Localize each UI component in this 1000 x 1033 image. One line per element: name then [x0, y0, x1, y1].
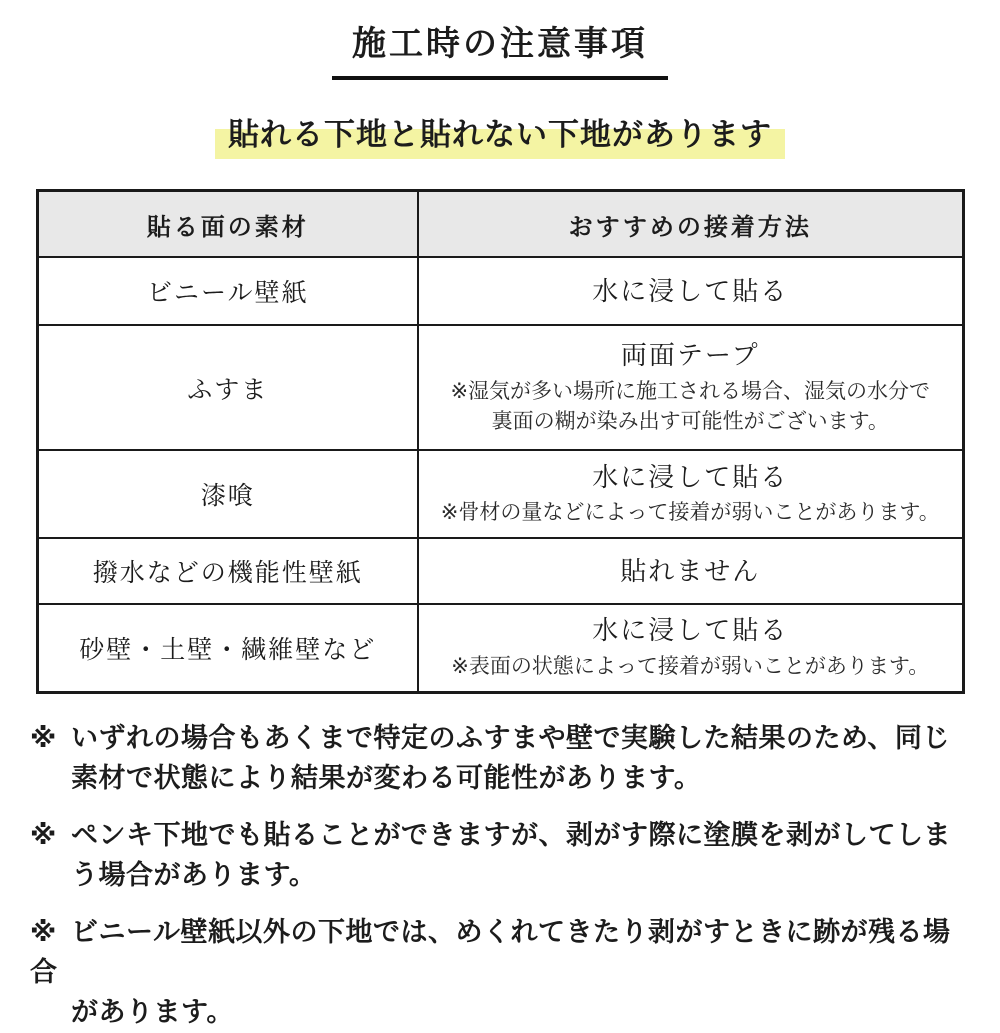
footnote-line [30, 719, 970, 759]
method-note-line: 裏面の糊が染み出す可能性がございます。 [491, 409, 889, 433]
page-title: 施工時の注意事項 [332, 22, 668, 80]
footnote-text: いずれの場合もあくまで特定のふすまや壁で実験した結果のため、同じ [71, 722, 950, 753]
method-note [427, 498, 954, 528]
method-text: 水に浸して貼る [592, 461, 789, 492]
method-cell [418, 604, 963, 692]
table-header-row [37, 190, 963, 257]
method-cell [418, 325, 963, 450]
material-vinyl-wallpaper: ビニール壁紙 [37, 257, 418, 325]
footnote-text: ビニール壁紙以外の下地では、めくれてきたり剥がすときに跡が残る場合 [30, 916, 951, 987]
method-note-line: ※湿気が多い場所に施工される場合、湿気の水分で [450, 380, 931, 404]
table-row [37, 257, 963, 325]
footnote-text: ペンキ下地でも貼ることができますが、剥がす際に塗膜を剥がしてしま [71, 819, 951, 850]
method-cell [418, 450, 963, 538]
method-cell [418, 538, 963, 604]
footnote-line [30, 816, 970, 856]
footnotes-section [30, 719, 970, 1033]
highlighted-subtitle: 貼れる下地と貼れない下地があります [215, 116, 785, 159]
table-row [37, 604, 963, 692]
material-fusuma: ふすま [37, 325, 418, 450]
method-text: 貼れません [620, 555, 761, 586]
method-note-line: ※表面の状態によって接着が弱いことがあります。 [451, 655, 930, 679]
kome-mark: ※ [30, 916, 57, 947]
table-row [37, 325, 963, 450]
table-row [37, 450, 963, 538]
method-note [427, 377, 954, 437]
precautions-table [36, 189, 965, 694]
footnote-line: 素材で状態により結果が変わる可能性があります。 [71, 762, 702, 793]
material-plaster: 漆喰 [37, 450, 418, 538]
footnote-line [30, 913, 970, 993]
footnote [30, 913, 970, 1033]
method-text: 両面テープ [620, 340, 760, 371]
footnote [30, 719, 970, 799]
method-text: 水に浸して貼る [592, 615, 789, 646]
table-row [37, 538, 963, 604]
footnote-line: う場合があります。 [71, 859, 317, 890]
method-text: 水に浸して貼る [592, 275, 789, 306]
material-sand-earth-fiber-wall: 砂壁・土壁・繊維壁など [37, 604, 418, 692]
footnote [30, 816, 970, 896]
method-cell [418, 257, 963, 325]
header-method: おすすめの接着方法 [418, 190, 963, 257]
material-functional-wallpaper: 撥水などの機能性壁紙 [37, 538, 418, 604]
subtitle-section [0, 116, 1000, 159]
header-material: 貼る面の素材 [37, 190, 418, 257]
kome-mark: ※ [30, 722, 57, 753]
method-note [427, 652, 954, 682]
footnote-line: があります。 [71, 996, 234, 1027]
title-section [0, 0, 1000, 80]
method-note-line: ※骨材の量などによって接着が弱いことがあります。 [440, 501, 940, 525]
kome-mark: ※ [30, 819, 57, 850]
